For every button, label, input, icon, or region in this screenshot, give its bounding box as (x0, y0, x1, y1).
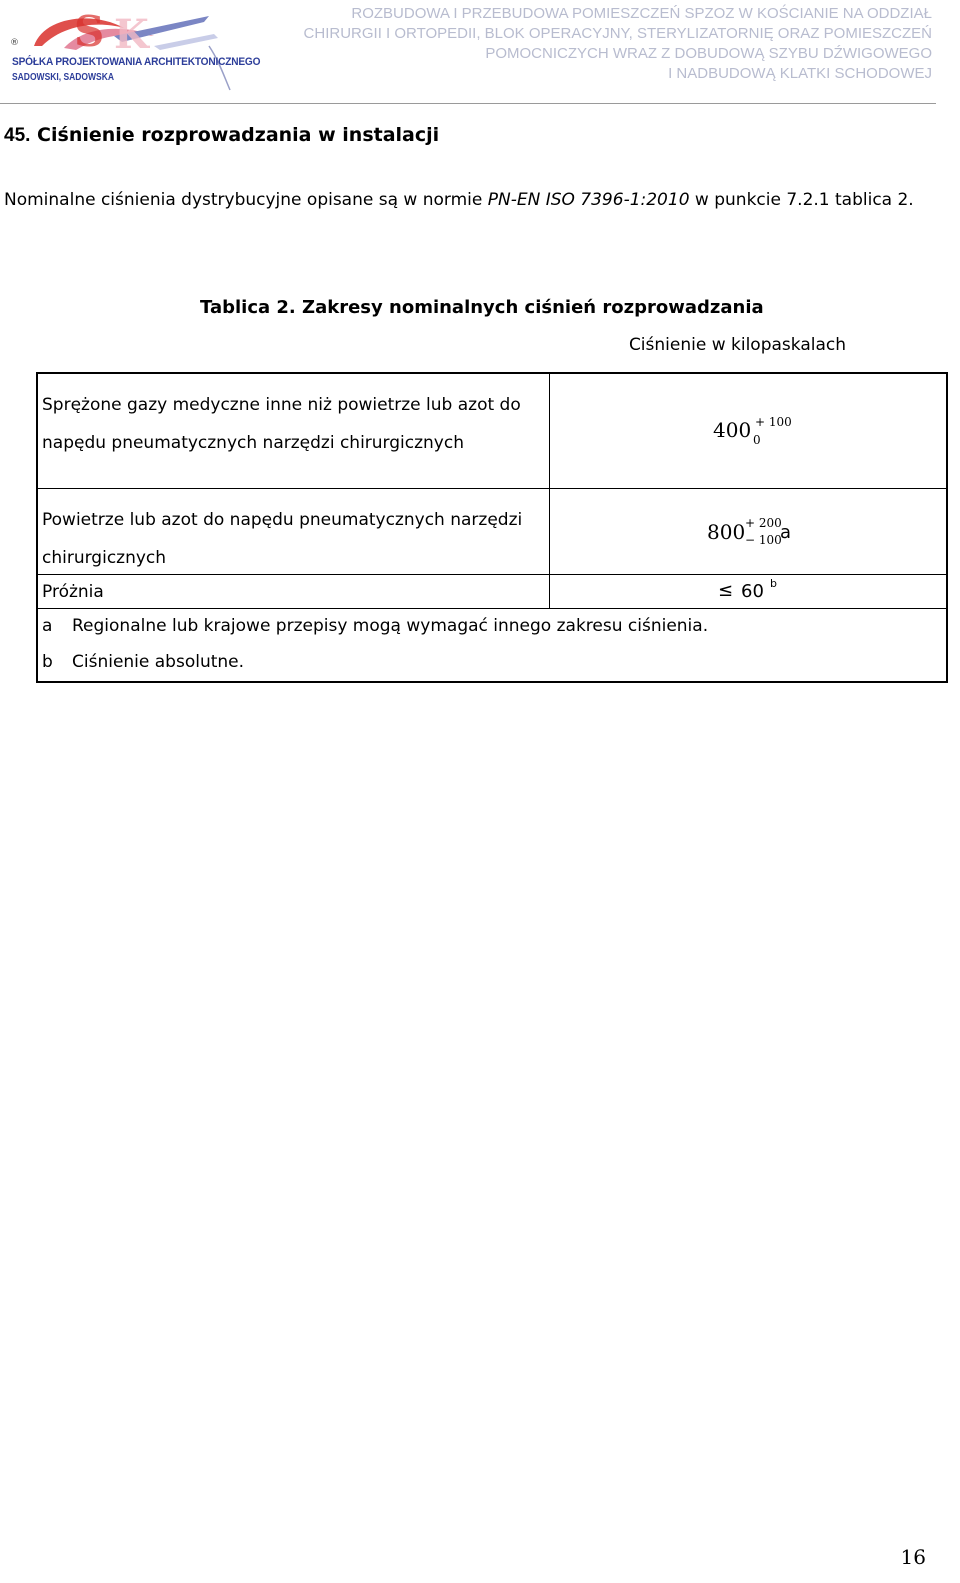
logo-company-owners: SADOWSKI, SADOWSKA (12, 72, 114, 83)
table-row (38, 575, 946, 609)
pressure-table (36, 372, 948, 683)
paragraph-text: Nominalne ciśnienia dystrybucyjne opisane są w normie (4, 190, 488, 210)
footnote-key: a (42, 616, 53, 636)
section-title-text: Ciśnienie rozprowadzania w instalacji (37, 124, 440, 146)
header-divider (0, 103, 936, 104)
footnote-key: b (42, 652, 53, 672)
footnote-text: Regionalne lub krajowe przepisy mogą wymagać innego zakresu ciśnienia. (72, 616, 709, 636)
tolerance-plus: + 200 (745, 516, 782, 530)
tolerance-minus: − 100 (745, 533, 782, 547)
footnote-text: Ciśnienie absolutne. (72, 652, 245, 672)
project-title-line: I NADBUDOWĄ KLATKI SCHODOWEJ (668, 65, 932, 82)
section-number: 45. (4, 125, 31, 146)
less-equal-symbol: ≤ (718, 580, 734, 601)
value-base: 800 (707, 520, 746, 544)
value-base: 60 (741, 581, 764, 602)
registered-mark: ® (10, 38, 19, 48)
tolerance-minus: 0 (753, 433, 761, 447)
project-title-line: POMOCNICZYCH WRAZ Z DOBUDOWĄ SZYBU DŹWIGOWEGO (485, 45, 932, 62)
value-base: 400 (713, 418, 752, 442)
section-heading (4, 124, 439, 147)
footnote-ref: b (770, 577, 777, 590)
row-label: Powietrze lub azot do napędu pneumatycznych narzędzi chirurgicznych (38, 489, 550, 574)
page-header (0, 0, 940, 104)
project-title-line: ROZBUDOWA I PRZEBUDOWA POMIESZCZEŃ SPZOZ W KOŚCIANIE NA ODDZIAŁ (351, 5, 932, 22)
row-value (550, 489, 946, 574)
project-title (304, 4, 932, 84)
footnote (42, 616, 708, 636)
row-value (550, 374, 946, 488)
paragraph-text: w punkcie 7.2.1 tablica 2. (689, 190, 914, 210)
table-unit: Ciśnienie w kilopaskalach (628, 335, 846, 355)
company-logo (4, 6, 261, 92)
logo-company-name: SPÓŁKA PROJEKTOWANIA ARCHITEKTONICZNEGO (12, 56, 261, 68)
footnote-ref: a (780, 522, 792, 543)
tolerance-plus: + 100 (755, 415, 792, 429)
row-value (550, 575, 946, 608)
row-label: Próżnia (38, 575, 550, 608)
table-caption: Tablica 2. Zakresy nominalnych ciśnień rozprowadzania (200, 297, 764, 318)
project-title-line: CHIRURGII I ORTOPEDII, BLOK OPERACYJNY, STERYLIZATORNIĘ ORAZ POMIESZCZEŃ (303, 25, 932, 42)
svg-text:S: S (74, 7, 105, 56)
footnote (42, 652, 244, 672)
table-row (38, 374, 946, 489)
row-label: Sprężone gazy medyczne inne niż powietrze lub azot do napędu pneumatycznych narzędzi chirurgicznych (38, 374, 550, 488)
table-row (38, 489, 946, 575)
page-number: 16 (900, 1545, 926, 1569)
intro-paragraph (4, 185, 934, 216)
standard-reference: PN-EN ISO 7396-1:2010 (487, 190, 690, 210)
svg-text:K: K (114, 11, 149, 58)
